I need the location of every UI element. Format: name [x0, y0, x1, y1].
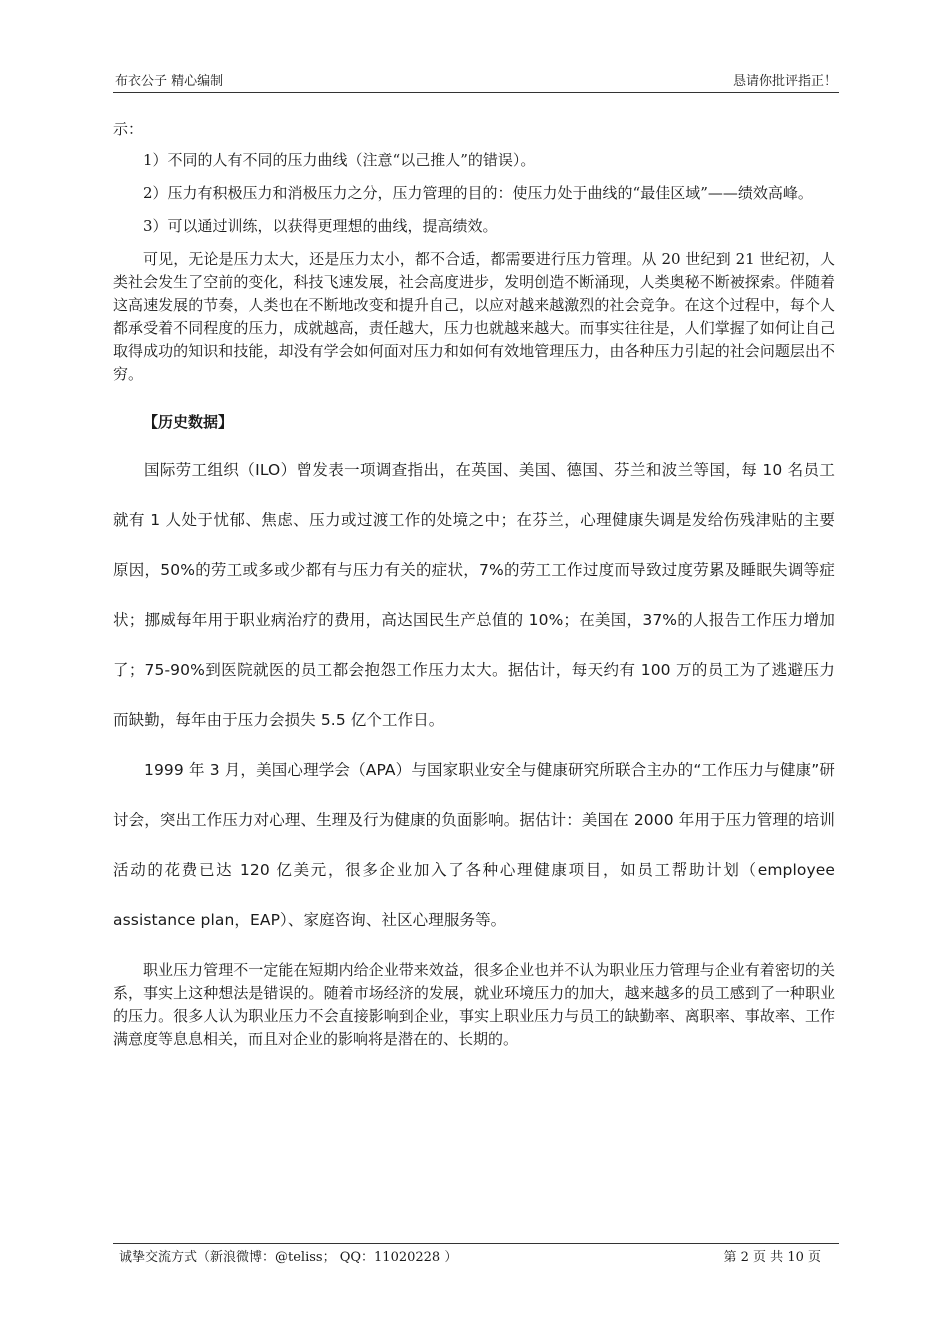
paragraph-pressure: 可见，无论是压力太大，还是压力太小，都不合适，都需要进行压力管理。从 20 世纪到 21 世纪初，人类社会发生了空前的变化，科技飞速发展，社会高度进步，发明创造不断涌现，人类奥秘不断被探索。伴随着这高速发展的节奏，人类也在不断地改变和提升自己，以应对越来越激烈的社会竞争。在这个过程中，每个人都承受着不同程度的压力，成就越高，责任越大，压力也就越来越大。而事实往往是，人们掌握了如何让自己取得成功的知识和技能，却没有学会如何面对压力和如何有效地管理压力，由各种压力引起的社会问题层出不穷。 — [113, 250, 835, 383]
document-body — [113, 118, 835, 1051]
header-author: 布衣公子 精心编制 — [115, 74, 224, 89]
page-number: 第 2 页 共 10 页 — [723, 1250, 821, 1265]
list-item-3: 3）可以通过训练，以获得更理想的曲线，提高绩效。 — [143, 217, 498, 235]
paragraph-intro: 示： — [113, 120, 144, 138]
list-item-2: 2）压力有积极压力和消极压力之分，压力管理的目的：使压力处于曲线的“最佳区域”——绩效高峰。 — [143, 184, 813, 202]
footer-contact: 诚挚交流方式（新浪微博：@teliss； QQ：11020228 ） — [119, 1250, 458, 1265]
header-note: 恳请你批评指正！ — [732, 74, 837, 89]
paragraph-apa: 1999 年 3 月，美国心理学会（APA）与国家职业安全与健康研究所联合主办的“工作压力与健康”研讨会，突出工作压力对心理、生理及行为健康的负面影响。据估计：美国在 2000 年用于压力管理的培训活动的花费已达 120 亿美元，很多企业加入了各种心理健康项目，如员工帮助计划（employee assistance plan，EAP）、家庭咨询、社区心理服务等。 — [113, 761, 835, 929]
page-header — [113, 72, 839, 93]
section-heading: 【历史数据】 — [143, 413, 234, 431]
list-item-1: 1）不同的人有不同的压力曲线（注意“以己推人”的错误）。 — [143, 151, 536, 169]
page-footer — [113, 1243, 839, 1270]
paragraph-ilo: 国际劳工组织（ILO）曾发表一项调查指出，在英国、美国、德国、芬兰和波兰等国，每 10 名员工就有 1 人处于忧郁、焦虑、压力或过渡工作的处境之中；在芬兰，心理健康失调是发给伤残津贴的主要原因，50%的劳工或多或少都有与压力有关的症状，7%的劳工工作过度而导致过度劳累及睡眠失调等症状；挪威每年用于职业病治疗的费用，高达国民生产总值的 10%；在美国，37%的人报告工作压力增加了；75-90%到医院就医的员工都会抱怨工作压力太大。据估计，每天约有 100 万的员工为了逃避压力而缺勤，每年由于压力会损失 5.5 亿个工作日。 — [113, 461, 835, 729]
paragraph-management: 职业压力管理不一定能在短期内给企业带来效益，很多企业也并不认为职业压力管理与企业有着密切的关系，事实上这种想法是错误的。随着市场经济的发展，就业环境压力的加大，越来越多的员工感到了一种职业的压力。很多人认为职业压力不会直接影响到企业，事实上职业压力与员工的缺勤率、离职率、事故率、工作满意度等息息相关，而且对企业的影响将是潜在的、长期的。 — [113, 961, 835, 1048]
